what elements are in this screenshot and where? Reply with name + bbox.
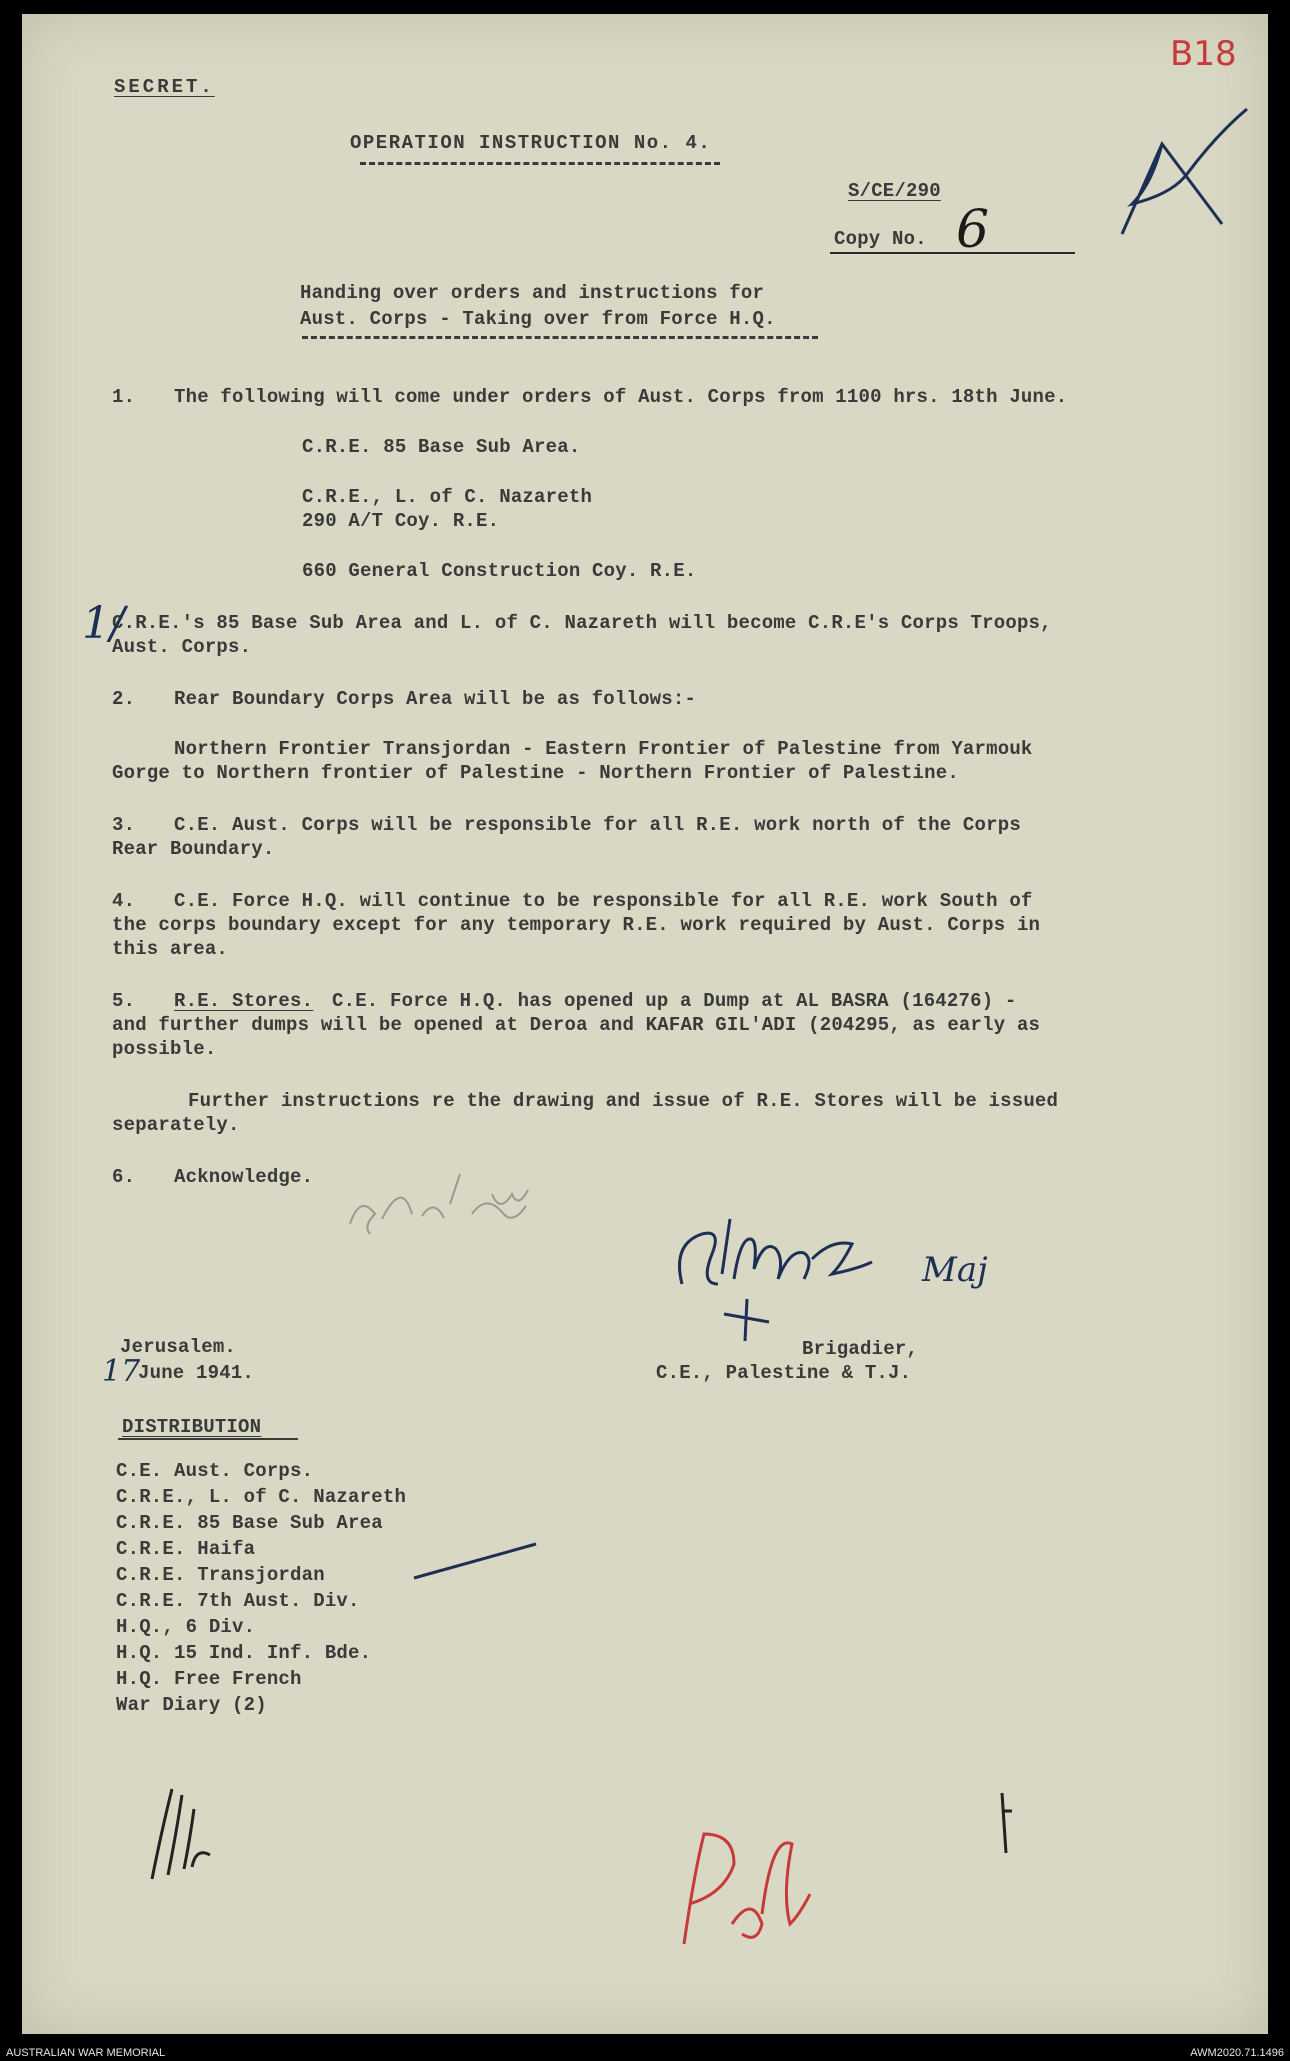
pencil-ack-scribble [342,1164,562,1254]
para3-number: 3. [112,814,136,836]
signatory-appointment: C.E., Palestine & T.J. [656,1362,912,1384]
para5-further-line-2: separately. [112,1114,240,1136]
distribution-item: C.R.E. Transjordan [116,1564,325,1586]
page-mark: B18 [1170,34,1237,74]
distribution-item: H.Q. Free French [116,1668,302,1690]
para6-number: 6. [112,1166,136,1188]
copy-underline [830,252,1075,254]
para1-note-line-1: C.R.E.'s 85 Base Sub Area and L. of C. Nazareth will become C.R.E's Corps Troops, [112,612,1052,634]
distribution-underline [118,1438,298,1440]
small-mark-right [992,1789,1022,1869]
para2-text: Rear Boundary Corps Area will be as follows:- [174,688,697,710]
para3-line-1: C.E. Aust. Corps will be responsible for all R.E. work north of the Corps [174,814,1021,836]
date-day: 17 [102,1354,141,1389]
para1-number: 1. [112,386,136,408]
subject-underline [302,336,818,339]
document-page [22,14,1268,2034]
distribution-heading: DISTRIBUTION [122,1416,262,1438]
para4-number: 4. [112,890,136,912]
para5-number: 5. [112,990,136,1012]
para5-further-line-1: Further instructions re the drawing and issue of R.E. Stores will be issued [188,1090,1059,1112]
distribution-item: War Diary (2) [116,1694,267,1716]
para5-line-2: and further dumps will be opened at Deroa and KAFAR GIL'ADI (204295, as early as [112,1014,1041,1036]
distribution-item: C.R.E. 7th Aust. Div. [116,1590,360,1612]
initials-mark-left [132,1779,222,1889]
para4-line-3: this area. [112,938,229,960]
footer-institution: AUSTRALIAN WAR MEMORIAL [6,2047,166,2059]
signature [662,1204,932,1334]
distribution-check-line [412,1542,542,1582]
para5-heading: R.E. Stores. [174,990,314,1012]
distribution-item: C.E. Aust. Corps. [116,1460,314,1482]
para2-detail-line-1: Northern Frontier Transjordan - Eastern Frontier of Palestine from Yarmouk [174,738,1033,760]
distribution-item: C.R.E. 85 Base Sub Area [116,1512,383,1534]
para1-unit-3: 290 A/T Coy. R.E. [302,510,500,532]
subject-line-2: Aust. Corps - Taking over from Force H.Q. [300,308,776,330]
document-title: OPERATION INSTRUCTION No. 4. [350,132,712,154]
para4-line-1: C.E. Force H.Q. will continue to be responsible for all R.E. work South of [174,890,1033,912]
distribution-item: H.Q., 6 Div. [116,1616,256,1638]
para4-line-2: the corps boundary except for any temporary R.E. work required by Aust. Corps in [112,914,1041,936]
para1-unit-4: 660 General Construction Coy. R.E. [302,560,697,582]
distribution-item: C.R.E., L. of C. Nazareth [116,1486,407,1508]
distribution-item: C.R.E. Haifa [116,1538,256,1560]
classification-label: SECRET. [114,76,215,98]
title-underline [360,162,720,165]
margin-mark: 1/ [82,598,125,649]
reference-number: S/CE/290 [848,180,941,202]
distribution-item: H.Q. 15 Ind. Inf. Bde. [116,1642,372,1664]
para1-unit-1: C.R.E. 85 Base Sub Area. [302,436,581,458]
signature-suffix: Maj [922,1250,988,1290]
footer-accession: AWM2020.71.1496 [1190,2047,1284,2059]
date: June 1941. [138,1362,255,1384]
para2-number: 2. [112,688,136,710]
copy-label: Copy No. [834,228,927,250]
para6-text: Acknowledge. [174,1166,314,1188]
subject-line-1: Handing over orders and instructions for [300,282,765,304]
para5-line-3: possible. [112,1038,217,1060]
red-initials [662,1814,832,1964]
signatory-rank: Brigadier, [802,1338,919,1360]
para1-note-line-2: Aust. Corps. [112,636,252,658]
para5-line-1: C.E. Force H.Q. has opened up a Dump at AL BASRA (164276) - [332,990,1017,1012]
para3-line-2: Rear Boundary. [112,838,275,860]
copy-number: 6 [956,200,990,260]
para1-unit-2: C.R.E., L. of C. Nazareth [302,486,593,508]
tick-mark [1102,124,1242,244]
para2-detail-line-2: Gorge to Northern frontier of Palestine - Northern Frontier of Palestine. [112,762,959,784]
para1-text: The following will come under orders of Aust. Corps from 1100 hrs. 18th June. [174,386,1068,408]
place: Jerusalem. [120,1336,237,1358]
